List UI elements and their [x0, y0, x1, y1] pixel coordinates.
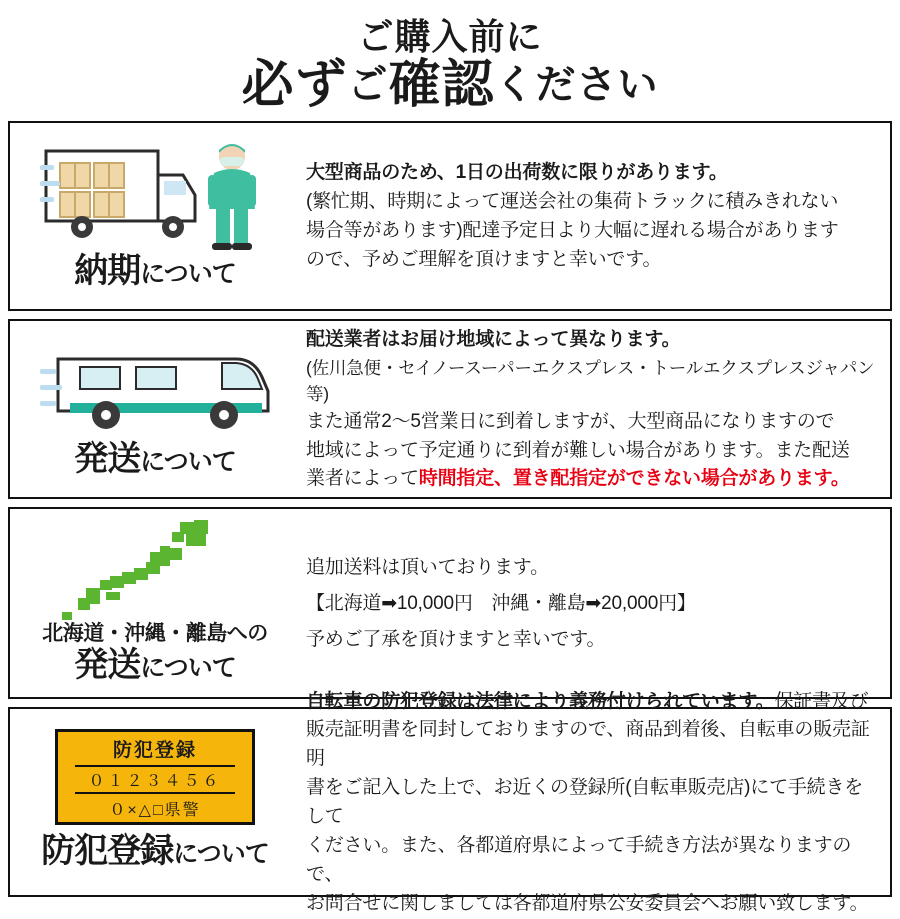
notice-row-register-body-2: ください。また、各都道府県によって手続き方法が異なりますので、 [306, 834, 852, 885]
notice-row-delivery-left [10, 123, 300, 309]
page-title-line1: ご購入前に [357, 16, 543, 57]
notice-row-register-body-1: 書をご記入した上で、お近くの登録所(自転車販売店)にて手続きをして [306, 777, 864, 827]
notice-row-shipping-label-main: 発送 [74, 440, 141, 479]
notice-row-register-right [300, 690, 890, 914]
notice-row-area-left [10, 509, 300, 697]
notice-row-register-label [41, 833, 269, 870]
notice-row-delivery [8, 121, 892, 311]
notice-row-shipping-body-2: 地域によって予定通りに到着が難しい場合があります。また配送 [306, 439, 850, 461]
page-title-post: ください [494, 63, 659, 107]
page-title-mid: ご [347, 63, 389, 107]
notice-row-register-label-main: 防犯登録 [41, 832, 174, 871]
sticker-number: ０１２３４５６ [75, 765, 235, 794]
notice-row-shipping-body-3 [306, 465, 878, 494]
notice-row-register-body-0: 販売証明書を同封しておりますので、商品到着後、自転車の販売証明 [306, 719, 870, 770]
notice-row-area [8, 507, 892, 699]
notice-row-delivery-body-1: 場合等があります)配達予定日より大幅に遅れる場合があります [306, 220, 839, 241]
sticker-prefecture: ０×△□県警 [109, 801, 201, 819]
notice-row-delivery-body-2: ので、予めご理解を頂けますと幸いです。 [306, 248, 662, 270]
notice-row-area-right [300, 509, 890, 697]
delivery-van-icon [40, 333, 270, 441]
page-title [8, 10, 892, 121]
notice-row-delivery-body-0: (繁忙期、時期によって運送会社の集荷トラックに積みきれない [306, 191, 839, 213]
notice-row-register-heading-tail: 保証書及び [774, 690, 869, 712]
notice-row-area-label-main: 発送 [74, 645, 141, 684]
page-title-line2 [8, 56, 892, 114]
notice-row-shipping-warning: 時間指定、置き配指定ができない場合があります。 [418, 468, 850, 490]
notice-row-register-label-suffix: について [173, 840, 269, 869]
notice-row-area-heading: 追加送料は頂いております。 [306, 556, 549, 578]
notice-row-register-heading-bold: 自転車の防犯登録は法律により義務付けられています。 [306, 690, 775, 712]
japan-map-icon [60, 518, 250, 622]
notice-row-area-body-1: 予めご了承を頂けますと幸いです。 [306, 629, 606, 651]
notice-row-shipping-body-3-prefix: 業者によって [306, 468, 419, 490]
notice-row-shipping-label [74, 441, 236, 478]
notice-row-shipping-body-1: また通常2〜5営業日に到着しますが、大型商品になりますので [306, 410, 835, 432]
notice-row-register [8, 690, 892, 914]
notice-row-register-left [10, 709, 300, 895]
notice-row-delivery-right [300, 123, 890, 309]
notice-row-shipping-right [300, 321, 890, 497]
delivery-truck-worker-icon [40, 135, 270, 253]
notice-row-delivery-label-main: 納期 [74, 252, 141, 291]
notice-row-shipping [8, 319, 892, 499]
sticker-title: 防犯登録 [112, 739, 197, 761]
notice-row-delivery-heading: 大型商品のため、1日の出荷数に限りがあります。 [306, 162, 728, 184]
notice-row-delivery-label-suffix: について [140, 260, 236, 289]
notice-row-shipping-heading: 配送業者はお届け地域によって異なります。 [306, 328, 681, 350]
notice-row-area-label-top: 北海道・沖縄・離島への [42, 621, 268, 645]
notice-rows [8, 121, 892, 914]
page-title-emphasis-2: 確認 [388, 56, 495, 114]
notice-row-register-body-3: お問合せに関しましては各都道府県公安委員会へお願い致します。 [306, 892, 869, 914]
page-title-emphasis-1: 必ず [241, 56, 348, 114]
notice-row-area-body-0: 【北海道➡10,000円 沖縄・離島➡20,000円】 [306, 592, 696, 614]
notice-row-shipping-left [10, 321, 300, 497]
notice-row-area-label-suffix: について [140, 653, 236, 682]
notice-row-register-heading [306, 688, 878, 717]
notice-row-shipping-label-suffix: について [140, 448, 236, 477]
bicycle-registration-sticker-icon [55, 729, 255, 825]
notice-row-delivery-label [74, 253, 236, 290]
notice-row-shipping-body-0: (佐川急便・セイノースーパーエクスプレス・トールエクスプレスジャパン等) [306, 357, 875, 405]
notice-row-area-label [42, 622, 268, 684]
